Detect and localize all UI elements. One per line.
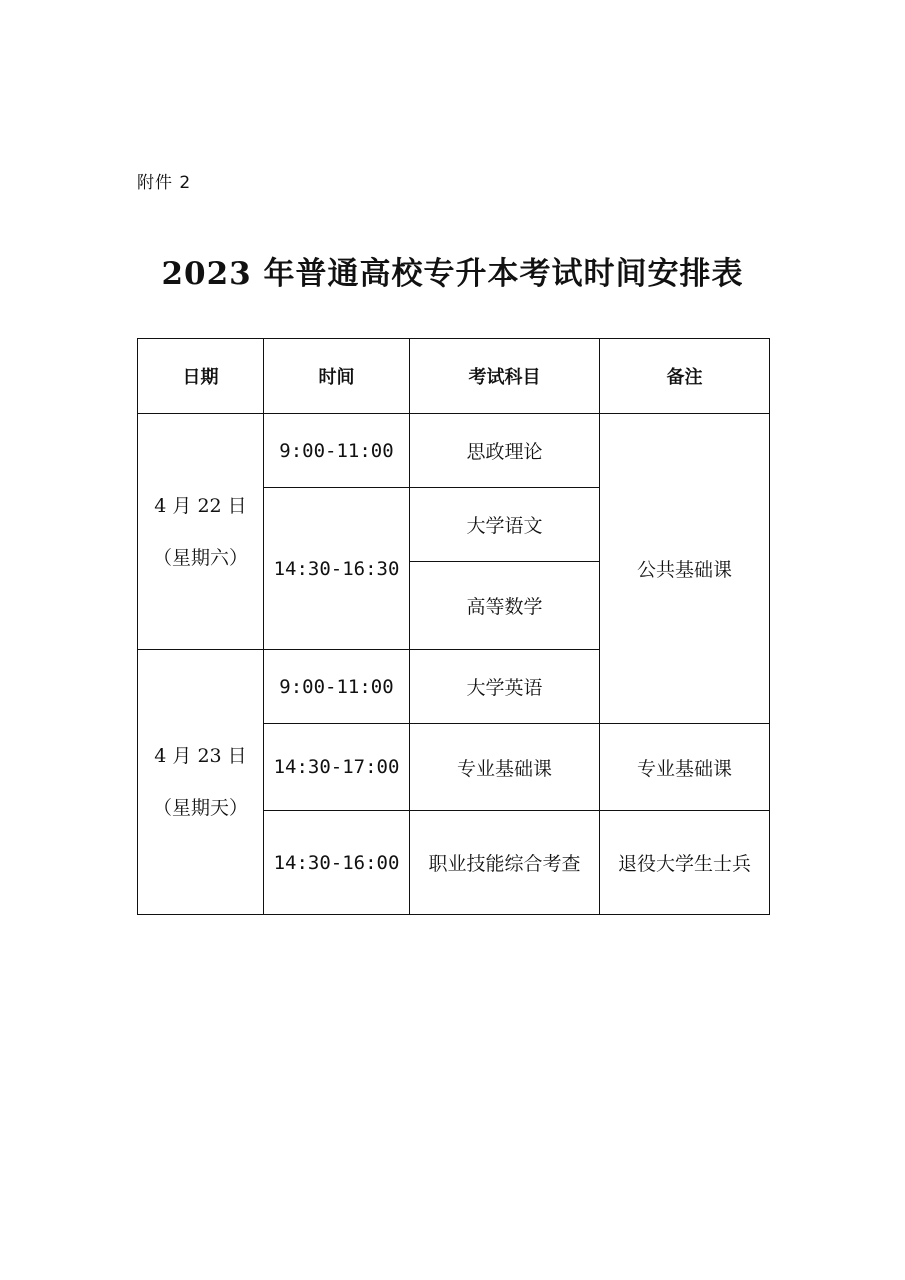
time-cell: 14:30-16:30 bbox=[264, 488, 410, 650]
subject-cell: 高等数学 bbox=[410, 562, 600, 650]
date-cell bbox=[138, 650, 264, 915]
weekday-text: （星期天） bbox=[152, 797, 248, 819]
remark-cell: 专业基础课 bbox=[600, 724, 770, 811]
header-time: 时间 bbox=[264, 339, 410, 414]
header-subject: 考试科目 bbox=[410, 339, 600, 414]
subject-cell: 大学英语 bbox=[410, 650, 600, 724]
table-row bbox=[138, 414, 770, 488]
remark-cell: 退役大学生士兵 bbox=[600, 811, 770, 915]
subject-cell: 大学语文 bbox=[410, 488, 600, 562]
header-remark: 备注 bbox=[600, 339, 770, 414]
remark-cell: 公共基础课 bbox=[600, 414, 770, 724]
time-cell: 14:30-16:00 bbox=[264, 811, 410, 915]
exam-schedule-table bbox=[137, 338, 770, 915]
weekday-text: （星期六） bbox=[152, 546, 248, 569]
subject-cell: 思政理论 bbox=[410, 414, 600, 488]
attachment-label: 附件 2 bbox=[137, 173, 192, 193]
time-cell: 14:30-17:00 bbox=[264, 724, 410, 811]
date-cell bbox=[138, 414, 264, 650]
subject-cell: 职业技能综合考查 bbox=[410, 811, 600, 915]
time-cell: 9:00-11:00 bbox=[264, 414, 410, 488]
table-header-row bbox=[138, 339, 770, 414]
header-date: 日期 bbox=[138, 339, 264, 414]
time-cell: 9:00-11:00 bbox=[264, 650, 410, 724]
subject-cell: 专业基础课 bbox=[410, 724, 600, 811]
page-title: 2023 年普通高校专升本考试时间安排表 bbox=[161, 256, 744, 292]
date-text: 4 月 22 日 bbox=[154, 494, 247, 517]
date-text: 4 月 23 日 bbox=[154, 745, 247, 767]
